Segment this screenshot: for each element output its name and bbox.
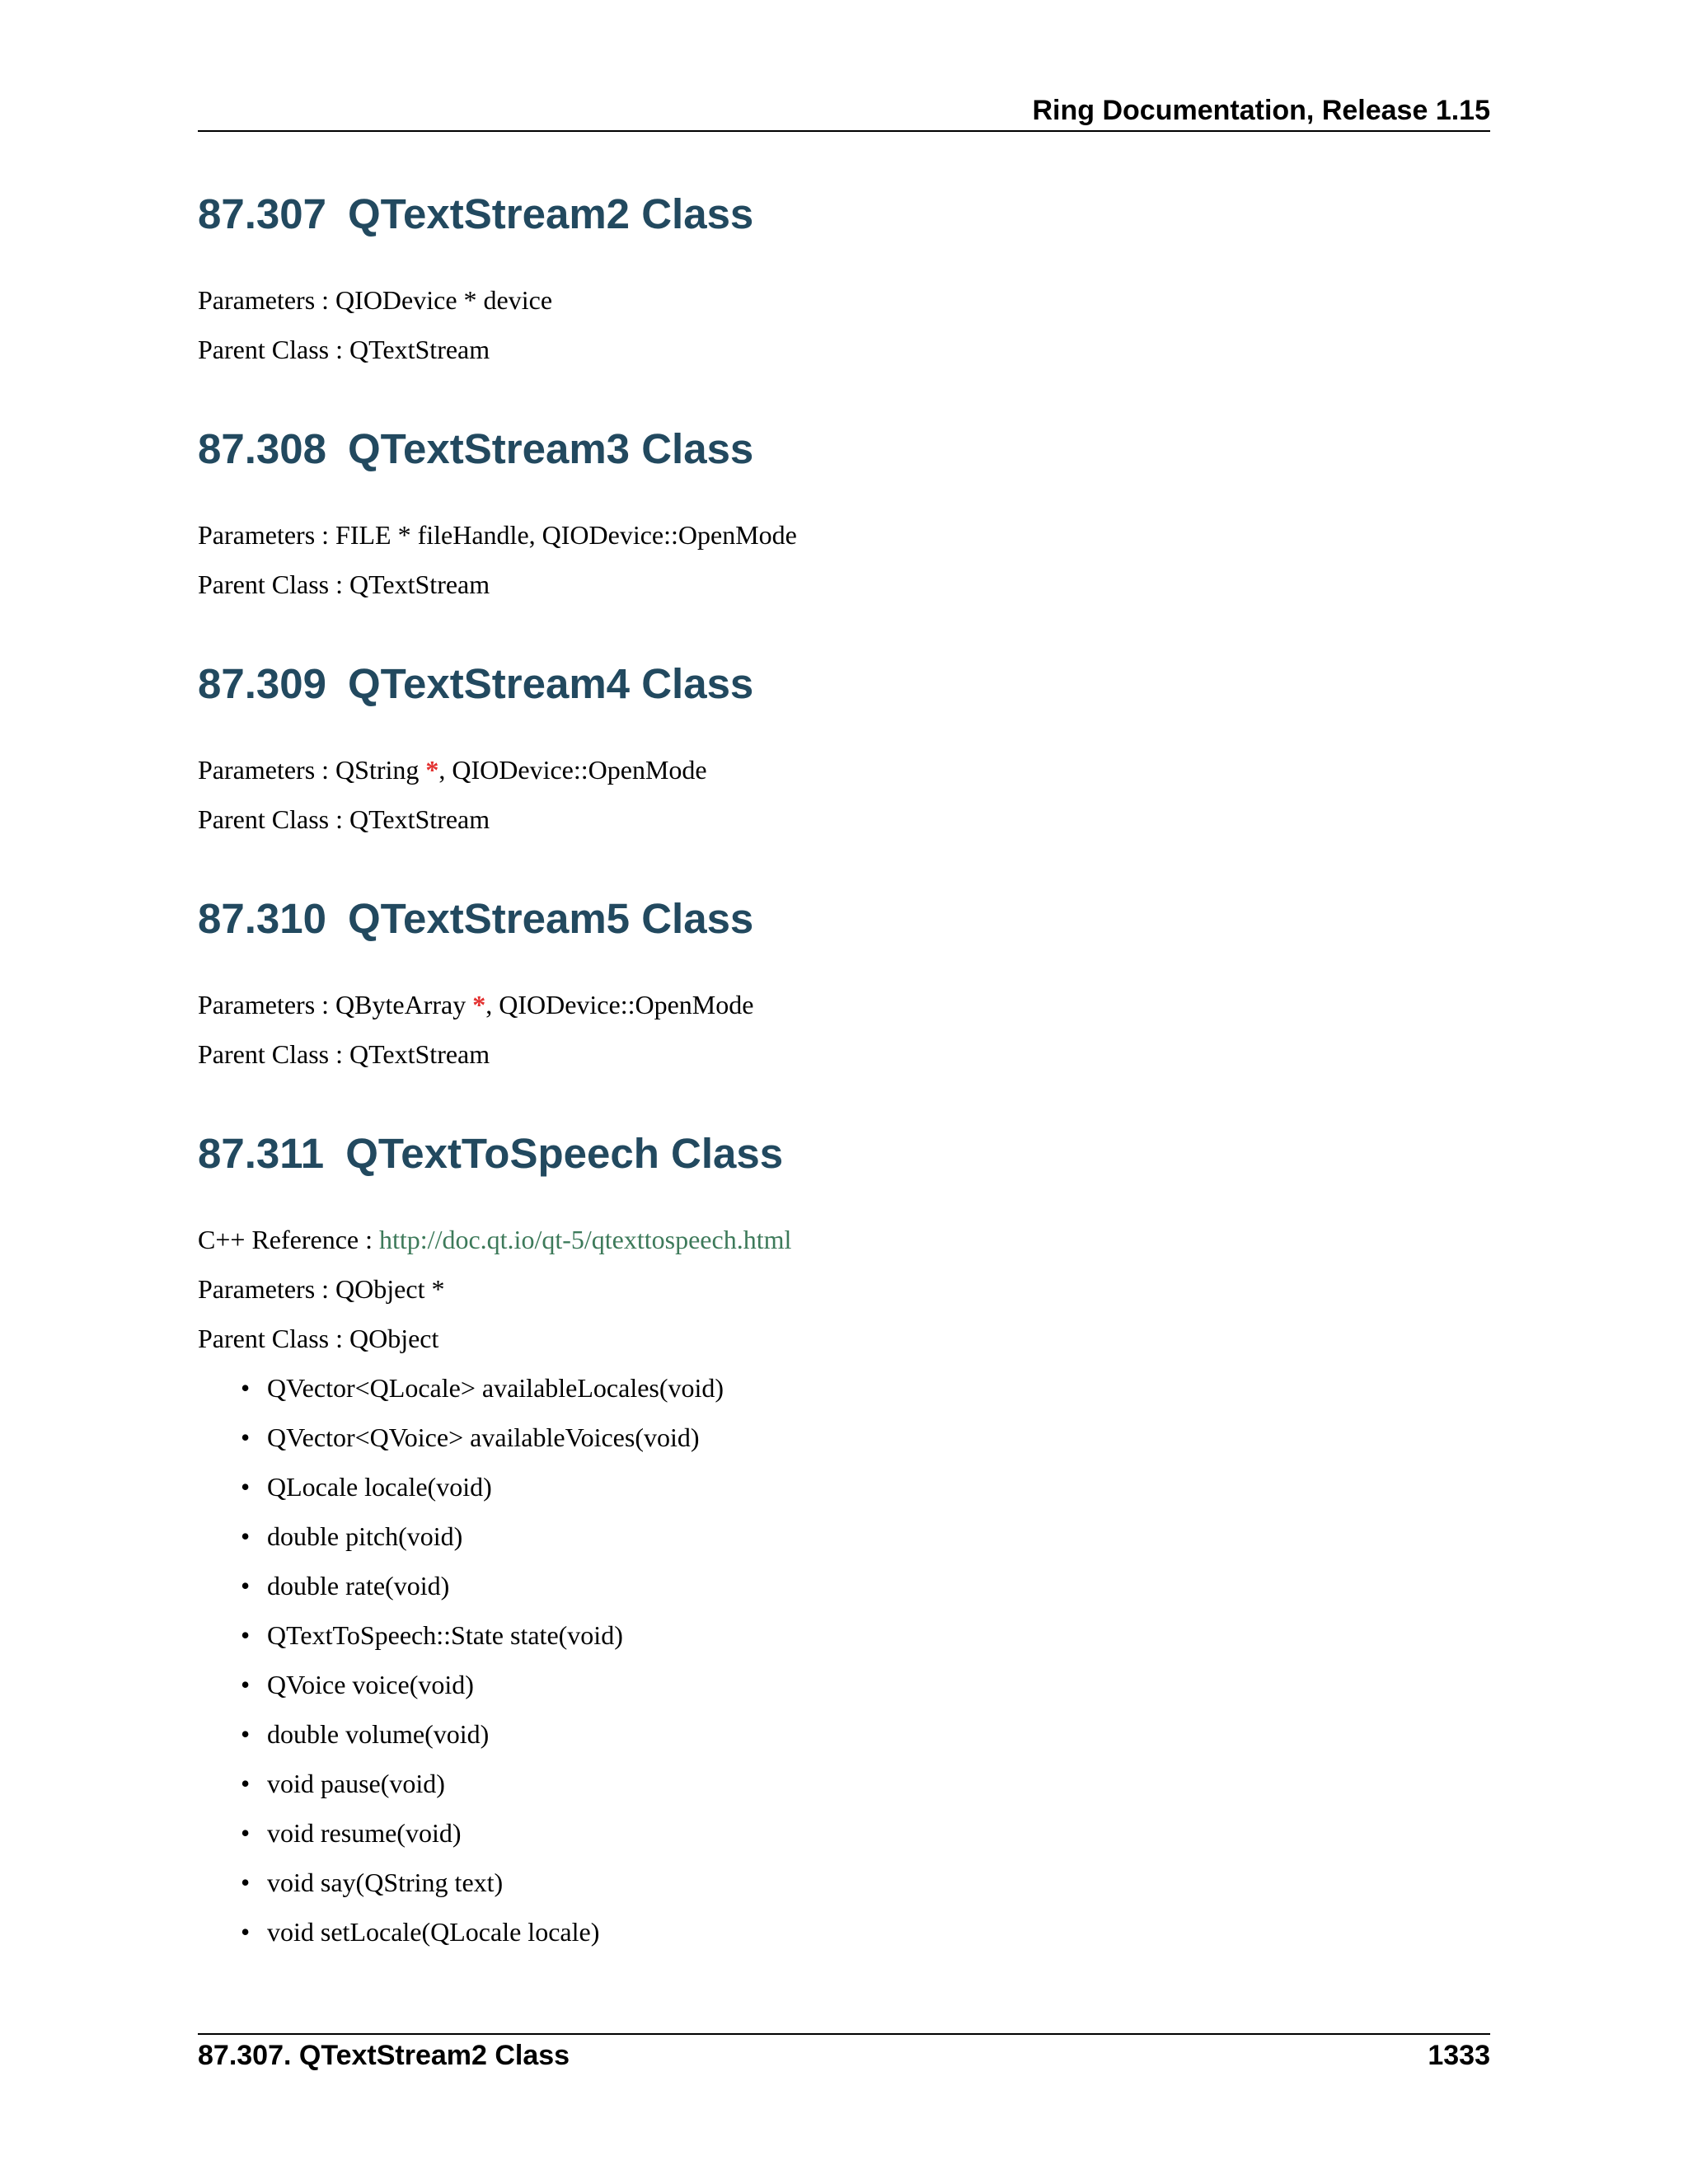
parameters-label: Parameters : [198,755,330,785]
list-item [198,1470,1490,1520]
method-signature: double volume(void) [267,1719,490,1749]
method-list [198,1371,1490,1965]
method-signature: double pitch(void) [267,1521,463,1551]
section-heading: QTextToSpeech Class [345,1130,784,1177]
cpp-reference-link[interactable]: http://doc.qt.io/qt-5/qtexttospeech.html [379,1225,792,1254]
bullet-icon: • [241,1868,251,1897]
parameters-line [198,988,753,1021]
method-signature: void pause(void) [267,1769,445,1798]
method-signature: QVoice voice(void) [267,1670,474,1699]
section-number: 87.310 [198,895,326,942]
parent-class-value: QTextStream [349,1039,490,1069]
list-item [198,1569,1490,1619]
parent-class-value: QObject [349,1324,439,1353]
bullet-icon: • [241,1373,251,1403]
section-qtextstream4 [198,659,1490,834]
method-signature: QVector<QLocale> availableLocales(void) [267,1373,724,1403]
parameters-line [198,753,707,786]
parameters-value: QIODevice * device [335,285,553,315]
parent-class-line [198,803,490,836]
bullet-icon: • [241,1521,251,1551]
bullet-icon: • [241,1670,251,1699]
bullet-icon: • [241,1422,251,1452]
bullet-icon: • [241,1769,251,1798]
parameters-value: FILE * fileHandle, QIODevice::OpenMode [335,520,797,550]
parameters-label: Parameters : [198,1274,330,1304]
method-signature: QLocale locale(void) [267,1472,492,1502]
parent-class-label: Parent Class : [198,335,343,364]
bullet-icon: • [241,1818,251,1848]
parent-class-line [198,1322,438,1355]
section-title [198,424,1490,474]
parent-class-line [198,333,490,366]
parent-class-value: QTextStream [349,335,490,364]
parent-class-label: Parent Class : [198,804,343,834]
parameters-rest: , QIODevice::OpenMode [438,755,707,785]
list-item [198,1767,1490,1816]
footer-rule [198,2033,1490,2035]
section-heading: QTextStream3 Class [348,425,754,472]
parent-class-label: Parent Class : [198,1039,343,1069]
bullet-icon: • [241,1917,251,1947]
list-item [198,1421,1490,1470]
parameters-label: Parameters : [198,285,330,315]
parent-class-line [198,568,490,601]
footer-section-title: 87.307. QTextStream2 Class [198,2040,570,2071]
parameters-rest: , QIODevice::OpenMode [485,990,754,1019]
parameters-label: Parameters : [198,520,330,550]
parameters-type: QByteArray [335,990,467,1019]
section-number: 87.308 [198,425,326,472]
section-title [198,190,1490,239]
list-item [198,1668,1490,1718]
parent-class-label: Parent Class : [198,569,343,599]
method-signature: QVector<QVoice> availableVoices(void) [267,1422,700,1452]
method-signature: void resume(void) [267,1818,462,1848]
section-heading: QTextStream5 Class [348,895,754,942]
parameters-label: Parameters : [198,990,330,1019]
section-qtextstream2 [198,190,1490,364]
section-number: 87.309 [198,660,326,707]
section-qtextstream3 [198,424,1490,599]
list-item [198,1915,1490,1965]
method-signature: void say(QString text) [267,1868,504,1897]
bullet-icon: • [241,1719,251,1749]
parameters-line [198,284,552,316]
header-rule [198,130,1490,132]
parameters-value: QObject * [335,1274,445,1304]
bullet-icon: • [241,1620,251,1650]
method-signature: double rate(void) [267,1571,450,1601]
cpp-reference-line [198,1223,791,1256]
parameters-line [198,1272,444,1305]
pointer-star: * [425,755,439,785]
method-signature: void setLocale(QLocale locale) [267,1917,600,1947]
list-item [198,1866,1490,1915]
section-qtextstream5 [198,894,1490,1069]
parameters-type: QString [335,755,420,785]
list-item [198,1371,1490,1421]
method-signature: QTextToSpeech::State state(void) [267,1620,623,1650]
pointer-star: * [472,990,486,1019]
list-item [198,1816,1490,1866]
bullet-icon: • [241,1472,251,1502]
parameters-line [198,518,797,551]
section-heading: QTextStream2 Class [348,190,754,237]
list-item [198,1619,1490,1668]
list-item [198,1718,1490,1767]
section-title [198,1129,1490,1179]
section-title [198,659,1490,709]
section-title [198,894,1490,944]
parent-class-line [198,1038,490,1071]
section-heading: QTextStream4 Class [348,660,754,707]
running-header: Ring Documentation, Release 1.15 [1032,95,1490,126]
section-number: 87.307 [198,190,326,237]
parent-class-value: QTextStream [349,569,490,599]
list-item [198,1520,1490,1569]
cpp-reference-label: C++ Reference : [198,1225,373,1254]
page-number: 1333 [1428,2040,1490,2071]
section-qtexttospeech [198,1129,1490,1947]
parent-class-value: QTextStream [349,804,490,834]
parent-class-label: Parent Class : [198,1324,343,1353]
bullet-icon: • [241,1571,251,1601]
section-number: 87.311 [198,1130,325,1177]
